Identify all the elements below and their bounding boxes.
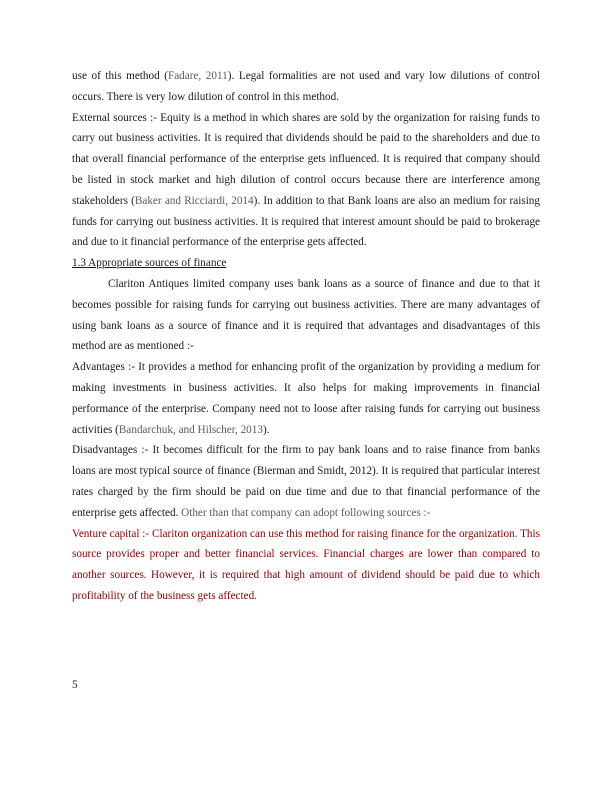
paragraph-venture-capital: Venture capital :- Clariton organization can use this method for raising finance for the organization. This source provides proper and better financial services. Financial charges are lower than compared to another sources. However, it is required that high amount of dividend should be paid due to which profitability of the business gets affected.	[72, 527, 540, 602]
citation-fadare: Fadare, 2011	[167, 70, 228, 82]
paragraph-text-gray: Other than that company can adopt following sources :-	[181, 506, 431, 519]
document-body	[72, 66, 540, 607]
paragraph-disadvantages	[72, 440, 540, 523]
paragraph-dilution-control	[72, 66, 540, 108]
paragraph-text: ). Legal formalities are not used and vary low dilutions of control occurs. There is very low dilution of control in this method.	[72, 70, 540, 103]
paragraph-text: External sources :- Equity is a method in which shares are sold by the organization for raising funds to carry out business activities. It is required that dividends should be paid to the shareholders and due to that overall financial performance of the enterprise gets influenced. It is required that company should be listed in stock market and high dilution of control occurs because there are interference among stakeholders (	[72, 111, 540, 207]
page-number: 5	[72, 679, 78, 691]
paragraph-text: use of this method (	[72, 70, 168, 82]
paragraph-text: ).	[262, 423, 270, 436]
paragraph-clariton-bank-loans: Clariton Antiques limited company uses bank loans as a source of finance and due to that it becomes possible for raising funds for carrying out business activities. There are many advantages of using bank loans as a source of finance and it is required that advantages and disadvantages of this method are as mentioned :-	[72, 277, 540, 353]
paragraph-text: Disadvantages :- It becomes difficult for the firm to pay bank loans and to raise finance from banks loans are most typical source of finance (Bierman and Smidt, 2012). It is required that particular interest rates charged by the firm should be paid on due time and due to that financial performance of the enterprise gets affected.	[72, 444, 540, 519]
paragraph-text: Advantages :- It provides a method for enhancing profit of the organization by providing a medium for making investments in business activities. It also helps for making improvements in financial performance of the enterprise. Company need not to loose after raising funds for carrying out business activities (	[72, 361, 540, 436]
section-heading: 1.3 Appropriate sources of finance	[72, 257, 227, 270]
citation-bandarchuk: Bandarchuk, and Hilscher, 2013	[118, 423, 263, 436]
paragraph-text: ). In addition to that Bank loans are also an medium for raising funds for carrying out business activities. It is required that interest amount should be paid to brokerage and due to it financial performance of the enterprise gets affected.	[72, 194, 540, 249]
paragraph-external-sources	[72, 108, 540, 254]
citation-baker-ricciardi: Baker and Ricciardi, 2014	[134, 194, 254, 207]
paragraph-advantages	[72, 357, 540, 440]
